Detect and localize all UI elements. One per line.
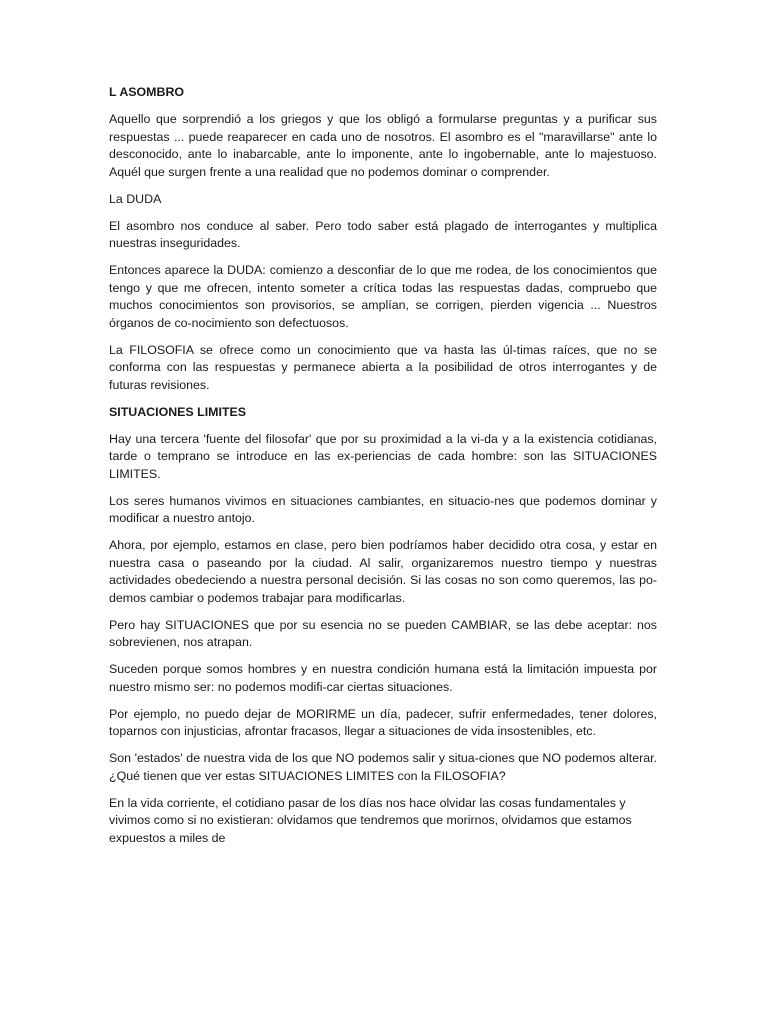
paragraph-situaciones-6: Por ejemplo, no puedo dejar de MORIRME un día, padecer, sufrir enfermedades, tener dolores, toparnos con injusticias, afrontar fracasos, llegar a situaciones de vida insostenibles, etc.	[109, 706, 657, 738]
paragraph-situaciones-1: Hay una tercera 'fuente del filosofar' que por su proximidad a la vi-da y a la existencia cotidianas, tarde o temprano se introduce en las ex-periencias de cada hombre: son las SITUACIONES LIMITES.	[109, 431, 657, 481]
paragraph-situaciones-3: Ahora, por ejemplo, estamos en clase, pero bien podríamos haber decidido otra cosa, y estar en nuestra casa o paseando por la ciudad. Al salir, organizaremos nuestro tiempo y nuestras actividades obedeciendo a nuestra personal decisión. Si las cosas no son como queremos, las po-demos cambiar o podemos trabajar para modificarlas.	[109, 538, 657, 605]
section-label-duda: La DUDA	[109, 191, 162, 206]
paragraph-situaciones-8: En la vida corriente, el cotidiano pasar de los días nos hace olvidar las cosas fundamentales y vivimos como si no existieran: olvidamos que tendremos que morirnos, olvidamos que estamos expuestos a miles de	[109, 795, 632, 845]
paragraph-duda-1: El asombro nos conduce al saber. Pero todo saber está plagado de interrogantes y multiplica nuestras inseguridades.	[109, 218, 657, 250]
paragraph-duda-2: Entonces aparece la DUDA: comienzo a desconfiar de lo que me rodea, de los conocimientos que tengo y que me ofrecen, intento someter a crítica todas las respuestas dadas, compruebo que muchos conocimientos son provisorios, se amplían, se corrigen, pierden vigencia ... Nuestros órganos de co-nocimiento son defectuosos.	[109, 263, 657, 330]
section-heading-asombro: L ASOMBRO	[109, 85, 185, 99]
section-heading-situaciones-limites: SITUACIONES LIMITES	[109, 404, 246, 419]
paragraph-situaciones-2: Los seres humanos vivimos en situaciones cambiantes, en situacio-nes que podemos dominar y modificar a nuestro antojo.	[109, 493, 657, 525]
paragraph-situaciones-7: Son 'estados' de nuestra vida de los que NO podemos salir y situa-ciones que NO podemos alterar. ¿Qué tienen que ver estas SITUACIONES LIMITES con la FILOSOFIA?	[109, 751, 657, 783]
paragraph-filosofia: La FILOSOFIA se ofrece como un conocimiento que va hasta las úl-timas raíces, que no se conforma con las respuestas y permanece abierta a la posibilidad de otros interrogantes y de futuras revisiones.	[109, 342, 657, 392]
paragraph-asombro: Aquello que sorprendió a los griegos y que los obligó a formularse preguntas y a purificar sus respuestas ... puede reaparecer en cada uno de nosotros. El asombro es el "maravillarse" ante lo desconocido, ante lo inabarcable, ante lo imponente, ante lo ingobernable, ante lo majestuoso. Aquél que surgen frente a una realidad que no podemos dominar o comprender.	[109, 112, 657, 179]
paragraph-situaciones-4: Pero hay SITUACIONES que por su esencia no se pueden CAMBIAR, se las debe aceptar: nos sobrevienen, nos atrapan.	[109, 617, 657, 649]
document-page	[109, 84, 657, 857]
paragraph-situaciones-5: Suceden porque somos hombres y en nuestra condición humana está la limitación impuesta por nuestro mismo ser: no podemos modifi-car ciertas situaciones.	[109, 662, 657, 694]
